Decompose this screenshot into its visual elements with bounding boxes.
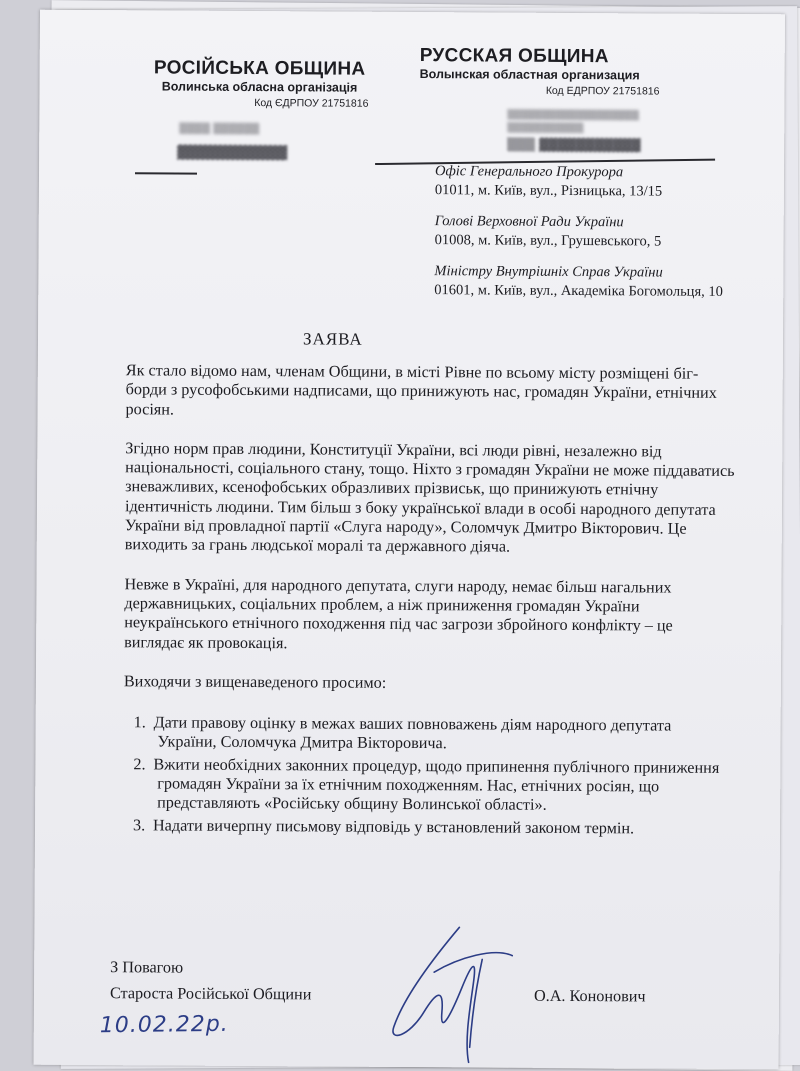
recipient-address: 01011, м. Київ, вул., Різницька, 13/15 [434, 182, 663, 200]
recipient-item [434, 262, 764, 302]
body-paragraph: Невже в Україні, для народного депутата, слуги народу, немає більш нагальних державницьких, соціальних проблем, а ніж приниження громадян України неукраїнського етнічного походження під час загрози збройного конфлікту – це виглядає як провокація. [124, 574, 673, 652]
redacted-contact-right: ▒▒▒ ▓▓▓▓▓▓▓▓▓▓▓ [507, 137, 641, 153]
body-paragraph: Виходячи з вищенаведеного просимо: [123, 672, 387, 692]
handwritten-date: 10.02.22р. [99, 1011, 229, 1039]
signer-position: Староста Російської Общини [109, 984, 312, 1004]
letterhead-russian [419, 45, 719, 99]
closing-salutation: З Повагою [110, 958, 184, 977]
letterhead-divider [135, 172, 197, 174]
recipient-title: Офіс Генерального Прокурора [434, 163, 624, 181]
redacted-contact-left: ▒▒▒▒ ▒▒▒▒▒▒ [179, 123, 260, 136]
closing-block [110, 954, 312, 1007]
org-subtitle-ukrainian: Волинська обласна організація [161, 79, 358, 95]
request-number: 2. [133, 755, 146, 774]
request-list [123, 713, 734, 839]
recipient-address: 01601, м. Київ, вул., Академіка Богомольця, 10 [434, 282, 723, 300]
recipient-block [434, 162, 765, 314]
request-item [132, 815, 733, 839]
request-item [133, 713, 733, 756]
request-number: 1. [133, 713, 146, 732]
request-number: 3. [132, 815, 146, 835]
document-title: ЗАЯВА [302, 329, 363, 349]
redacted-contact-left: ▓▓▓▓▓▓▓▓▓▓▓ [177, 145, 288, 162]
body-paragraph: Як стало відомо нам, членам Общини, в місті Рівне по всьому місту розміщені біг-борди з русофобськими надписами, що принижують нас, громадян України, етнічних росіян. [125, 361, 717, 419]
recipient-item [435, 212, 765, 252]
redacted-contact-right: ▒▒▒▒▒▒▒▒▒▒▒ [507, 123, 584, 135]
recipient-title: Міністру Внутрішніх Справ України [434, 263, 663, 281]
org-code-russian: Код ЕДРПОУ 21751816 [545, 84, 660, 98]
letter-page [34, 10, 785, 1070]
recipient-address: 01008, м. Київ, вул., Грушевського, 5 [434, 232, 662, 250]
org-name-russian: РУССКАЯ ОБЩИНА [419, 45, 609, 68]
body-paragraph: Згідно норм прав людини, Конституції України, всі люди рівні, незалежно від національності, соціального стану, тощо. Ніхто з громадян України не може піддаватись зневажливих, ксенофобських образливих прізвиськ, що принижують етнічну ідентичність людини. Тим більш з боку української влади в особі народного депутата України від провладної партії «Слуга народу», Соломчук Дмитро Вікторович. Це виходить за грань людської моралі та державного діяча. [124, 439, 735, 556]
org-subtitle-russian: Волынская областная организация [419, 67, 640, 83]
signer-name: О.А. Кононович [533, 986, 646, 1006]
org-code-ukrainian: Код ЄДРПОУ 21751816 [254, 97, 369, 110]
request-text: Надати вичерпну письмову відповідь у встановлений законом термін. [152, 816, 635, 838]
request-item [133, 755, 733, 816]
letterhead-ukrainian [144, 57, 374, 110]
document-body [123, 361, 736, 842]
recipient-title: Голові Верховної Ради України [434, 213, 624, 231]
redacted-contact-right: ▒▒▒▒▒▒▒▒▒▒▒▒▒▒▒▒▒▒▒ [507, 110, 639, 122]
org-name-ukrainian: РОСІЙСЬКА ОБЩИНА [153, 57, 366, 80]
request-text: Вжити необхідних законних процедур, щодо припинення публічного приниження громадян України за їх етнічним походженням. Нас, етнічних росіян, що представляють «Російську общину Волинської області». [153, 755, 720, 815]
recipient-item [435, 162, 765, 202]
handwritten-signature [364, 917, 515, 1068]
request-text: Дати правову оцінку в межах ваших повноважень діям народного депутата України, Соломчука Дмитра Вікторовича. [153, 713, 672, 753]
